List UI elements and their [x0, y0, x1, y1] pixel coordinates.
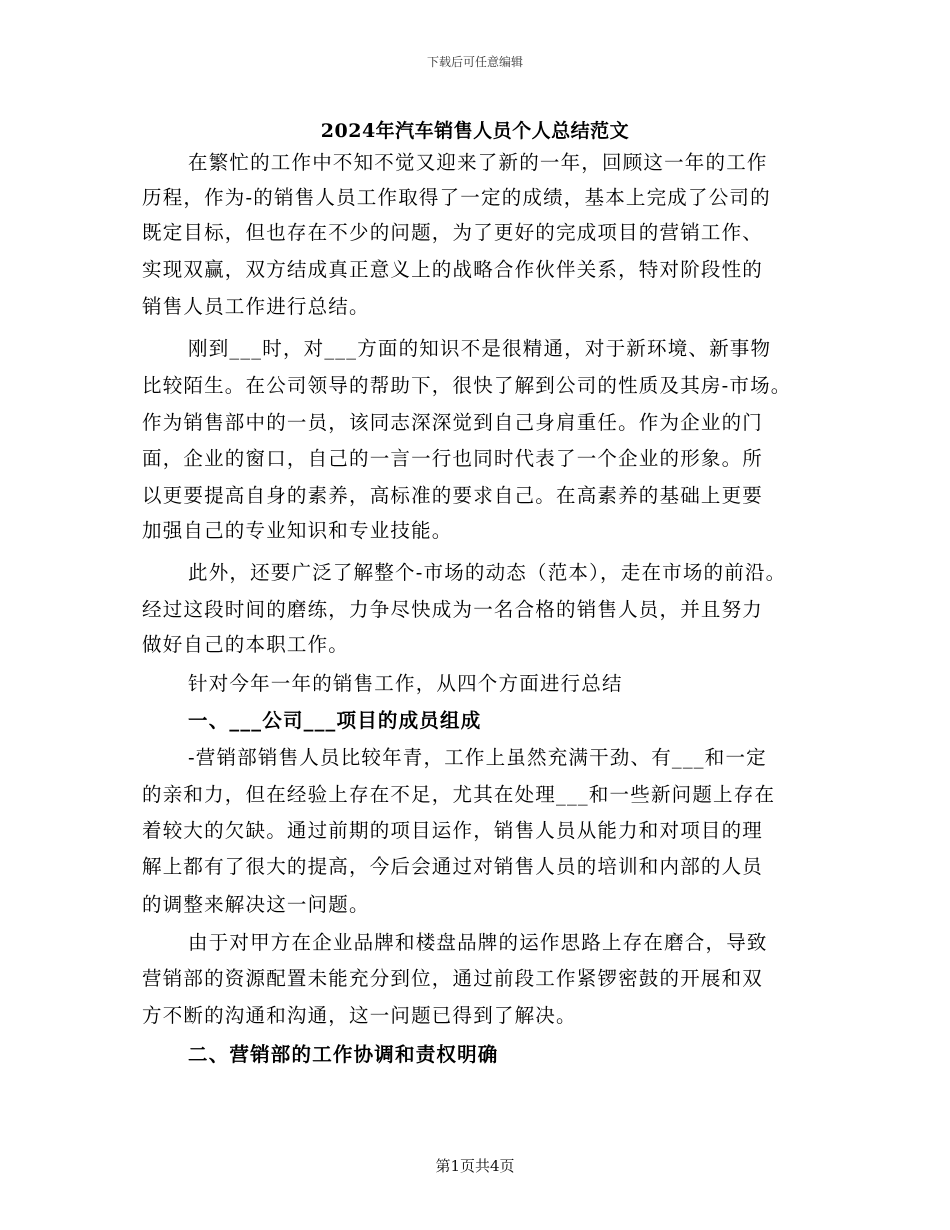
- paragraph-3-line-1: 此外，还要广泛了解整个-市场的动态（范本），走在市场的前沿。: [188, 561, 787, 584]
- paragraph-3-line-3: 做好自己的本职工作。: [142, 633, 350, 656]
- paragraph-1-line-1: 在繁忙的工作中不知不觉又迎来了新的一年，回顾这一年的工作: [188, 151, 768, 174]
- paragraph-6-line-2: 营销部的资源配置未能充分到位，通过前段工作紧锣密鼓的开展和双: [142, 967, 764, 990]
- paragraph-2-line-2: 比较陌生。在公司领导的帮助下，很快了解到公司的性质及其房-市场。: [142, 374, 792, 397]
- section-heading-2: 二、营销部的工作协调和责权明确: [188, 1043, 499, 1066]
- paragraph-5-line-4: 解上都有了很大的提高，今后会通过对销售人员的培训和内部的人员: [142, 855, 764, 878]
- paragraph-3-line-2: 经过这段时间的磨练，力争尽快成为一名合格的销售人员，并且努力: [142, 598, 764, 621]
- paragraph-2-line-5: 以更要提高自身的素养，高标准的要求自己。在高素养的基础上更要: [142, 484, 764, 507]
- paragraph-6-line-1: 由于对甲方在企业品牌和楼盘品牌的运作思路上存在磨合，导致: [188, 931, 768, 954]
- page-number: 第1页共4页: [435, 1157, 515, 1175]
- paragraph-5-line-2: 的亲和力，但在经验上存在不足，尤其在处理___和一些新问题上存在: [142, 783, 776, 806]
- section-heading-1: 一、___公司___项目的成员组成: [188, 709, 482, 732]
- document-title: 2024年汽车销售人员个人总结范文: [320, 120, 630, 142]
- paragraph-2-line-4: 面，企业的窗口，自己的一言一行也同时代表了一个企业的形象。所: [142, 447, 764, 470]
- paragraph-4-line-1: 针对今年一年的销售工作，从四个方面进行总结: [188, 672, 623, 695]
- header-note: 下载后可任意编辑: [426, 55, 523, 69]
- paragraph-2-line-1: 刚到___时，对___方面的知识不是很精通，对于新环境、新事物: [188, 337, 772, 360]
- paragraph-1-line-2: 历程，作为-的销售人员工作取得了一定的成绩，基本上完成了公司的: [142, 186, 771, 209]
- paragraph-6-line-3: 方不断的沟通和沟通，这一问题已得到了解决。: [142, 1004, 577, 1027]
- paragraph-2-line-6: 加强自己的专业知识和专业技能。: [142, 519, 453, 542]
- paragraph-5-line-3: 着较大的欠缺。通过前期的项目运作，销售人员从能力和对项目的理: [142, 819, 764, 842]
- paragraph-2-line-3: 作为销售部中的一员，该同志深深觉到自己身肩重任。作为企业的门: [142, 411, 764, 434]
- paragraph-1-line-4: 实现双赢，双方结成真正意义上的战略合作伙伴关系，特对阶段性的: [142, 258, 764, 281]
- paragraph-1-line-5: 销售人员工作进行总结。: [142, 295, 370, 318]
- paragraph-5-line-1: -营销部销售人员比较年青，工作上虽然充满干劲、有___和一定: [188, 746, 767, 769]
- paragraph-5-line-5: 的调整来解决这一问题。: [142, 893, 370, 916]
- paragraph-1-line-3: 既定目标，但也存在不少的问题，为了更好的完成项目的营销工作、: [142, 221, 764, 244]
